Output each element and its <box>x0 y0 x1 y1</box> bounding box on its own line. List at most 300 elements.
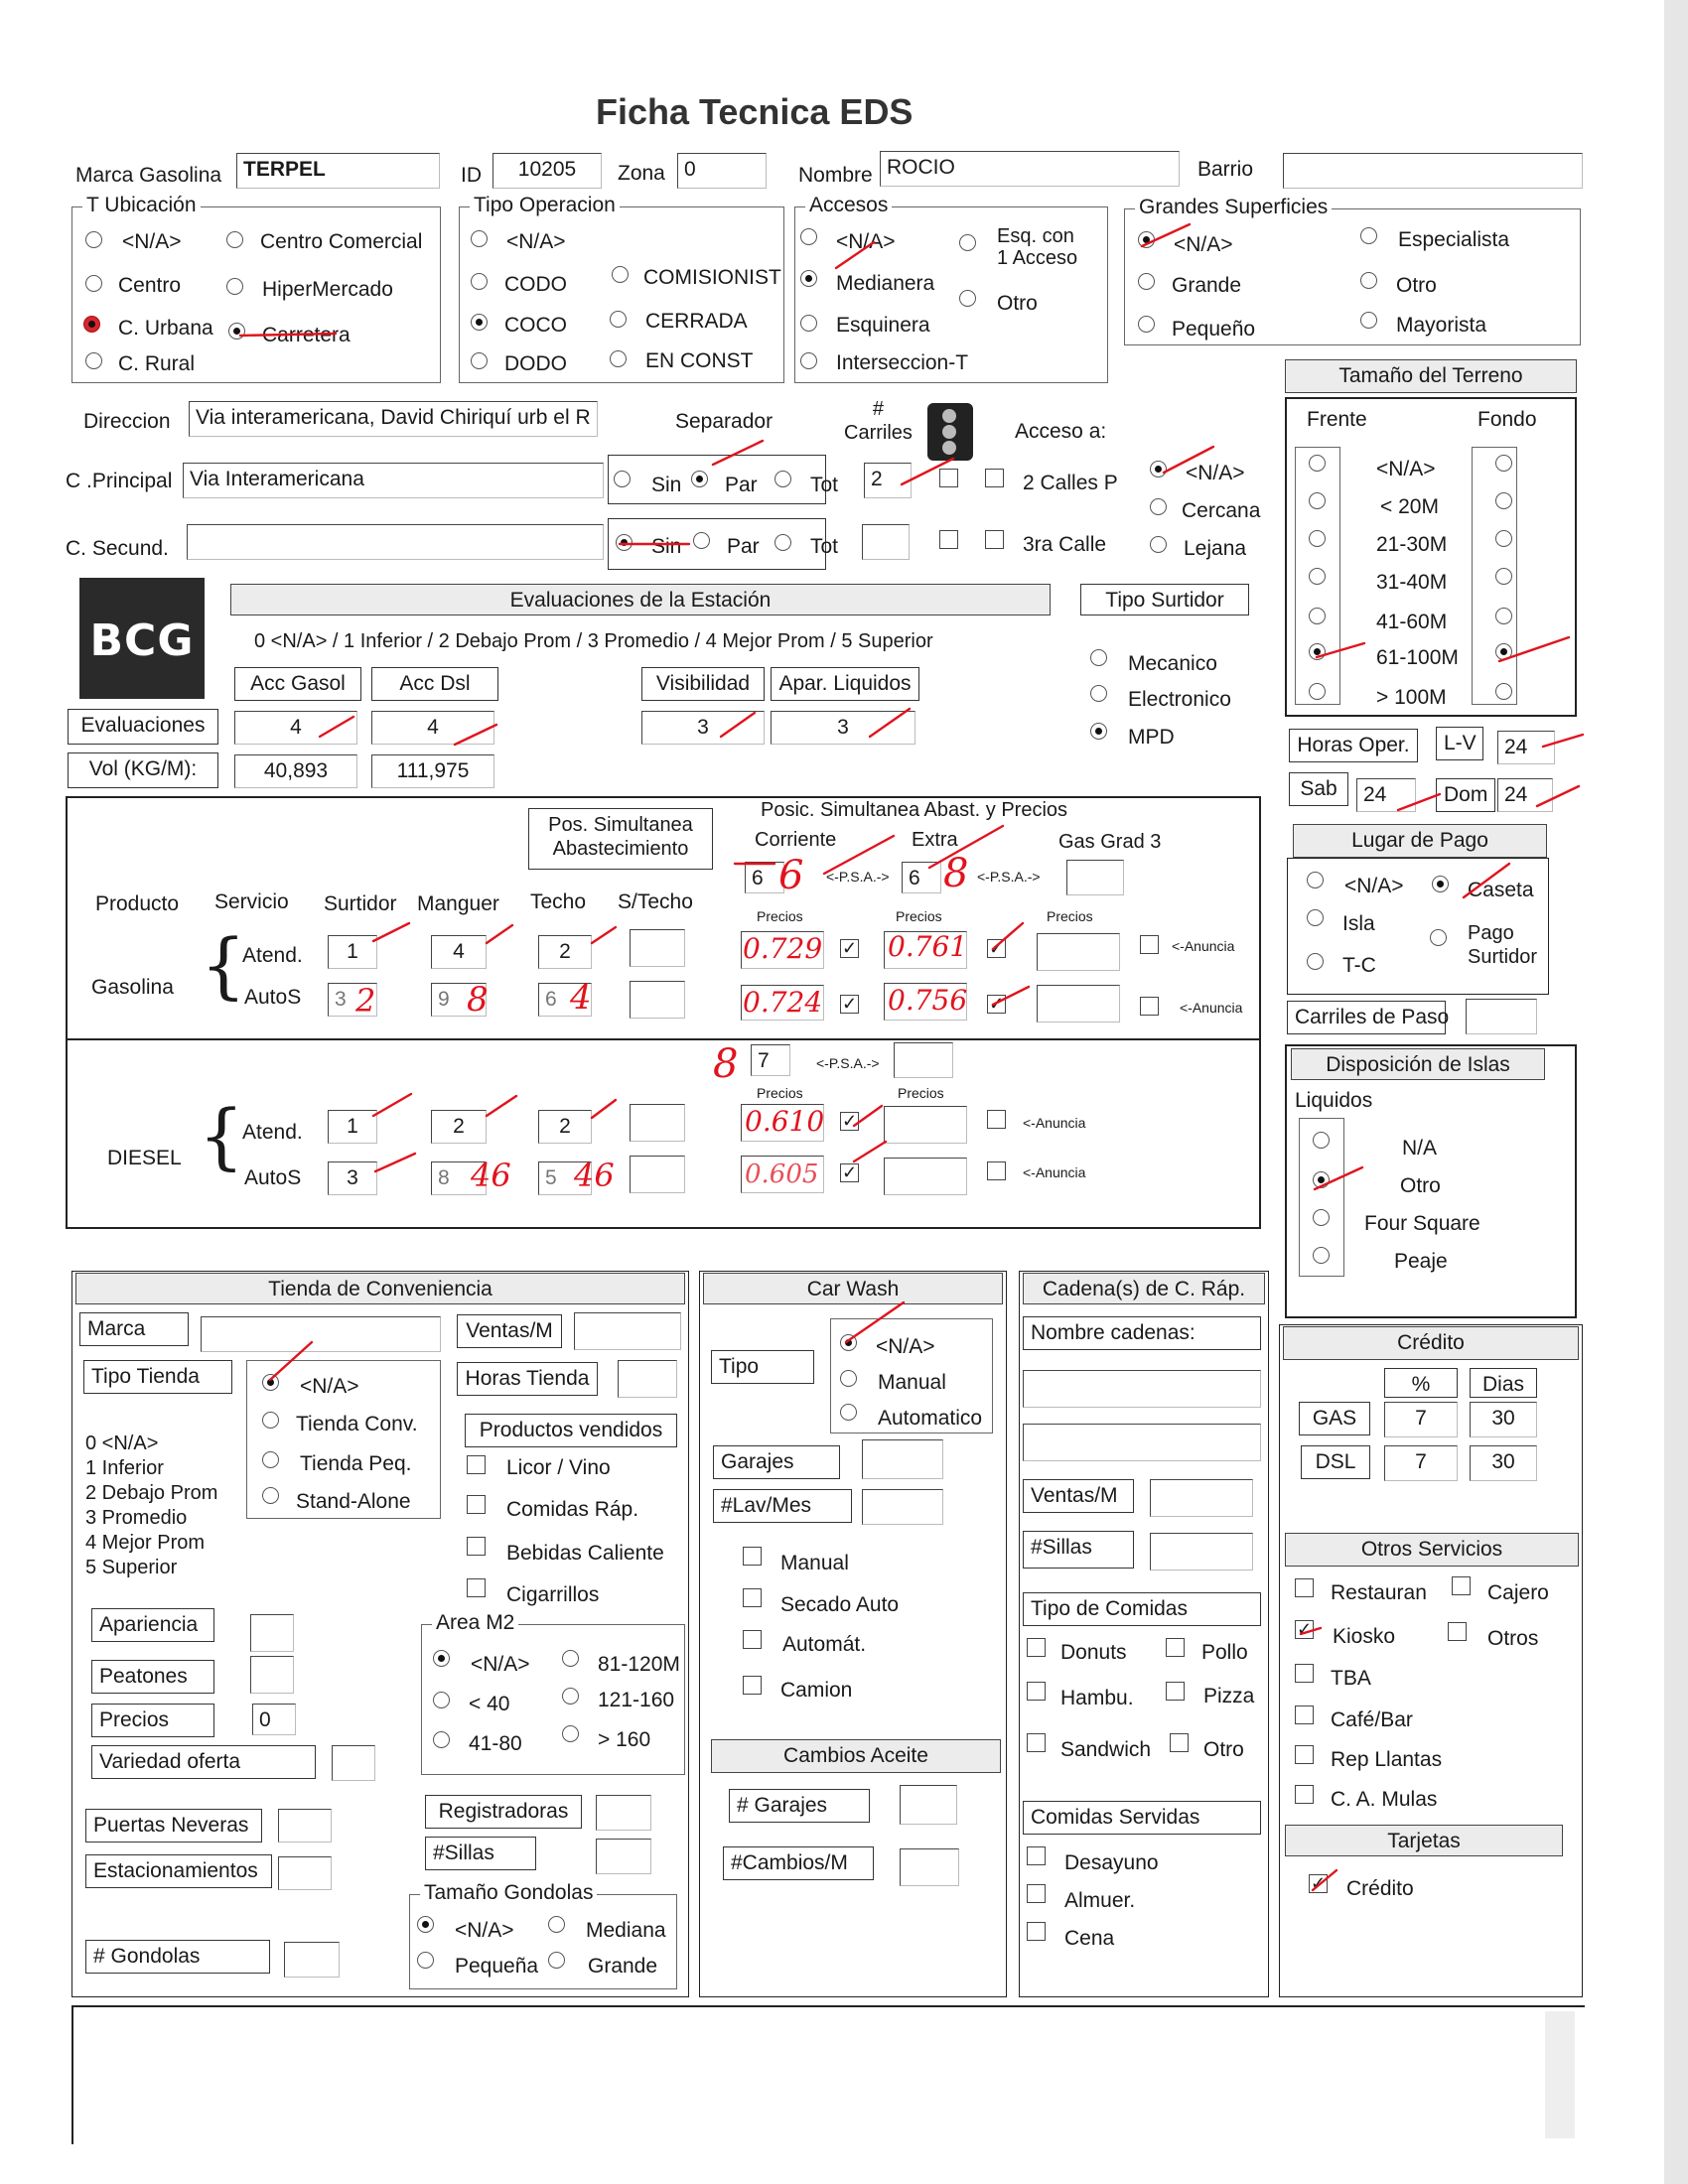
tipo-stand-radio[interactable] <box>262 1487 279 1504</box>
accesos-na-label: <N/A> <box>836 230 896 253</box>
principal-sin-radio[interactable] <box>614 471 631 487</box>
n-gondolas-field[interactable] <box>284 1942 340 1978</box>
cw-secado-check[interactable] <box>743 1588 762 1607</box>
precios-button[interactable]: Precios <box>91 1704 214 1737</box>
cw-camion-check[interactable] <box>743 1676 762 1695</box>
fondo-radio-1[interactable] <box>1495 492 1512 509</box>
lv-button[interactable]: L-V <box>1436 727 1483 760</box>
cadenas-nombre-field-2[interactable] <box>1023 1424 1261 1461</box>
carwash-lav-button[interactable]: #Lav/Mes <box>713 1489 852 1523</box>
surtidor-mecanico-radio[interactable] <box>1090 649 1107 666</box>
comida-sandwich-check[interactable] <box>1027 1733 1046 1752</box>
eval-vis-field[interactable]: 3 <box>641 711 765 745</box>
calle-3-check[interactable] <box>985 530 1004 549</box>
comida-otro-label: Otro <box>1203 1738 1244 1761</box>
ubicacion-centro-label: Centro <box>118 274 182 297</box>
fondo-label: Fondo <box>1477 408 1537 431</box>
acceso-cercana-radio[interactable] <box>1150 498 1167 515</box>
area-41-radio[interactable] <box>433 1731 450 1748</box>
comida-pizza-check[interactable] <box>1166 1682 1185 1701</box>
islas-otro-label: Otro <box>1400 1174 1441 1197</box>
anuncia-label-1: <-Anuncia <box>1172 938 1235 954</box>
area-title: Area M2 <box>432 1612 518 1633</box>
secund-sin-radio[interactable] <box>616 534 633 551</box>
area-na-radio[interactable] <box>433 1650 450 1667</box>
tipo-na-radio[interactable] <box>262 1374 279 1391</box>
vol-gasol-field[interactable]: 40,893 <box>234 754 357 788</box>
sab-button[interactable]: Sab <box>1289 772 1348 806</box>
extra-psa-field[interactable]: 6 <box>902 862 941 893</box>
price-extra-atend-check[interactable]: ✓ <box>988 938 1005 958</box>
operacion-codo-radio[interactable] <box>471 273 488 290</box>
hw-price-dsl-atend: 0.610 <box>745 1105 825 1138</box>
dom-button[interactable]: Dom <box>1436 778 1495 812</box>
terreno-size-label-6: > 100M <box>1376 686 1447 709</box>
fondo-radio-0[interactable] <box>1495 455 1512 472</box>
price-grad-autos-check[interactable] <box>1140 997 1159 1016</box>
fondo-radio-4[interactable] <box>1495 608 1512 624</box>
anuncia-label-3: <-Anuncia <box>1023 1115 1086 1131</box>
tienda-ventas-field[interactable] <box>574 1312 681 1350</box>
pago-isla-radio[interactable] <box>1307 909 1324 926</box>
serv-desayuno-check[interactable] <box>1027 1846 1046 1865</box>
dsl-psa-field[interactable]: 7 <box>751 1044 790 1076</box>
direccion-field[interactable]: Via interamericana, David Chiriquí urb el R <box>189 401 598 437</box>
pago-surtidor-radio[interactable] <box>1430 929 1447 946</box>
accesos-otro-radio[interactable] <box>959 290 976 307</box>
superficies-otro-radio[interactable] <box>1360 272 1377 289</box>
tienda-sillas-button[interactable]: #Sillas <box>425 1837 536 1870</box>
secund-check-1[interactable] <box>939 530 958 549</box>
gondolas-na-radio[interactable] <box>417 1916 434 1933</box>
productos-button[interactable]: Productos vendidos <box>465 1414 677 1447</box>
dsl-autos-manguer[interactable]: 8 <box>431 1161 487 1195</box>
acceso-na-radio[interactable] <box>1150 461 1167 478</box>
islas-four-label: Four Square <box>1364 1212 1480 1235</box>
cadenas-ventas-button[interactable]: Ventas/M <box>1023 1479 1134 1513</box>
frente-radio-5[interactable] <box>1309 643 1326 660</box>
principal-par-label: Par <box>725 474 758 496</box>
islas-na-label: N/A <box>1402 1137 1438 1160</box>
notes-scrollbar[interactable] <box>1545 2011 1575 2138</box>
serv-tba-check[interactable] <box>1295 1664 1314 1683</box>
gas-atend-stecho[interactable] <box>630 929 685 967</box>
accesos-medianera-radio[interactable] <box>800 270 817 287</box>
calle-3-label: 3ra Calle <box>1023 533 1107 556</box>
comida-donuts-check[interactable] <box>1027 1638 1046 1657</box>
ubicacion-carretera-label: Carretera <box>262 324 351 346</box>
operacion-dodo-radio[interactable] <box>471 352 488 369</box>
carwash-header: Car Wash <box>703 1273 1003 1304</box>
serv-restauran-check[interactable] <box>1295 1578 1314 1597</box>
serv-otros-label: Otros <box>1487 1627 1539 1650</box>
serv-llantas-check[interactable] <box>1295 1745 1314 1764</box>
carriles-paso-field[interactable] <box>1466 999 1537 1034</box>
lv-field[interactable]: 24 <box>1497 731 1555 764</box>
prod-licor-check[interactable] <box>467 1455 486 1474</box>
serv-cajero-label: Cajero <box>1487 1581 1549 1604</box>
n-gondolas-button[interactable]: # Gondolas <box>85 1940 270 1974</box>
estacionamientos-field[interactable] <box>278 1856 332 1890</box>
tienda-marca-button[interactable]: Marca <box>79 1312 189 1346</box>
comida-otro-check[interactable] <box>1170 1733 1189 1752</box>
comidas-servidas-button[interactable]: Comidas Servidas <box>1023 1801 1261 1835</box>
operacion-comision-radio[interactable] <box>612 266 629 283</box>
carwash-tipo-button[interactable]: Tipo <box>711 1350 814 1384</box>
horas-tienda-field[interactable] <box>618 1360 677 1398</box>
serv-mulas-label: C. A. Mulas <box>1331 1788 1438 1811</box>
credito-dsl-pct[interactable]: 7 <box>1384 1445 1458 1481</box>
credito-dias-header: Dias <box>1470 1368 1537 1398</box>
carwash-garajes-field[interactable] <box>862 1439 943 1479</box>
hw-extra-psa: 8 <box>943 851 969 896</box>
hw-gas-autos-surtidor: 2 <box>355 982 376 1020</box>
serv-almuer-check[interactable] <box>1027 1884 1046 1903</box>
acceso-na-label: <N/A> <box>1186 462 1245 484</box>
acceso-lejana-radio[interactable] <box>1150 536 1167 553</box>
extra-label: Extra <box>912 829 958 851</box>
aceite-header: Cambios Aceite <box>711 1739 1001 1773</box>
fondo-radio-6[interactable] <box>1495 683 1512 700</box>
cadenas-sillas-field[interactable] <box>1150 1533 1253 1570</box>
registradoras-field[interactable] <box>596 1795 651 1831</box>
frente-radio-3[interactable] <box>1309 568 1326 585</box>
gas-atend-surtidor[interactable]: 1 <box>328 935 377 969</box>
eval-gasol-field[interactable]: 4 <box>234 711 357 745</box>
fondo-radio-2[interactable] <box>1495 530 1512 547</box>
notes-area[interactable] <box>71 2005 1585 2144</box>
serv-tba-label: TBA <box>1331 1667 1371 1690</box>
vol-dsl-field[interactable]: 111,975 <box>371 754 494 788</box>
aceite-garajes-button[interactable]: # Garajes <box>729 1789 870 1823</box>
stecho-col-label: S/Techo <box>618 890 693 913</box>
principal-check-1[interactable] <box>939 469 958 487</box>
aceite-garajes-field[interactable] <box>900 1785 957 1825</box>
serv-cafe-check[interactable] <box>1295 1706 1314 1724</box>
serv-llantas-label: Rep Llantas <box>1331 1748 1443 1771</box>
corr-psa-label: <-P.S.A.-> <box>826 869 890 885</box>
credito-gas-button[interactable]: GAS <box>1299 1402 1370 1435</box>
area-na-label: <N/A> <box>471 1653 530 1676</box>
tipo-stand-label: Stand-Alone <box>296 1490 411 1513</box>
posic-title: Posic. Simultanea Abast. y Precios <box>761 799 1068 821</box>
superficies-na-radio[interactable] <box>1138 231 1155 248</box>
pago-tc-radio[interactable] <box>1307 953 1324 970</box>
tarjeta-credito-check[interactable]: ✓ <box>1310 1873 1327 1893</box>
cadenas-ventas-field[interactable] <box>1150 1479 1253 1517</box>
area-121-radio[interactable] <box>562 1688 579 1705</box>
principal-carriles-field[interactable]: 2 <box>864 463 912 498</box>
surtidor-electronico-radio[interactable] <box>1090 685 1107 702</box>
secund-par-radio[interactable] <box>693 532 710 549</box>
serv-almuer-label: Almuer. <box>1064 1889 1136 1912</box>
gondolas-mediana-radio[interactable] <box>548 1916 565 1933</box>
dsl-atend-techo[interactable]: 2 <box>538 1110 592 1144</box>
operacion-dodo-label: DODO <box>504 352 567 375</box>
gondolas-mediana-label: Mediana <box>586 1919 666 1942</box>
nombre-field[interactable]: ROCIO <box>880 151 1180 187</box>
variedad-field[interactable] <box>332 1745 375 1781</box>
gas-atend-label: Atend. <box>242 944 303 967</box>
ubicacion-rural-radio[interactable] <box>85 352 102 369</box>
price-corr-atend-check[interactable]: ✓ <box>841 938 858 958</box>
frente-radio-4[interactable] <box>1309 608 1326 624</box>
secund-sin-label: Sin <box>651 535 682 558</box>
superficies-especialista-radio[interactable] <box>1360 227 1377 244</box>
prod-bebidas-label: Bebidas Caliente <box>506 1542 664 1565</box>
hw-gas-autos-manguer: 8 <box>467 980 489 1020</box>
traffic-light-icon <box>927 403 973 461</box>
dsl-autos-techo[interactable]: 5 <box>538 1161 592 1195</box>
area-160-radio[interactable] <box>562 1725 579 1742</box>
fondo-radio-3[interactable] <box>1495 568 1512 585</box>
ubicacion-cc-radio[interactable] <box>226 231 243 248</box>
tipo-surtidor-button[interactable]: Tipo Surtidor <box>1080 584 1249 615</box>
peatones-button[interactable]: Peatones <box>91 1660 214 1694</box>
carwash-lav-field[interactable] <box>862 1489 943 1525</box>
price-dsl-autos-2[interactable] <box>884 1158 967 1195</box>
carwash-manual-radio[interactable] <box>840 1370 857 1387</box>
calles-p-check[interactable] <box>985 469 1004 487</box>
comida-hambu-check[interactable] <box>1027 1682 1046 1701</box>
puertas-field[interactable] <box>278 1809 332 1843</box>
ubicacion-rural-label: C. Rural <box>118 352 196 375</box>
id-field[interactable]: 10205 <box>492 153 602 189</box>
comida-pollo-check[interactable] <box>1166 1638 1185 1657</box>
ubicacion-carretera-radio[interactable] <box>228 323 245 340</box>
carwash-auto-radio[interactable] <box>840 1404 857 1421</box>
prod-licor-label: Licor / Vino <box>506 1456 611 1479</box>
principal-tot-radio[interactable] <box>774 471 791 487</box>
eval-apar-field[interactable]: 3 <box>771 711 915 745</box>
serv-kiosko-check[interactable]: ✓ <box>1296 1619 1313 1639</box>
pago-caseta-radio[interactable] <box>1432 876 1449 892</box>
precios-field[interactable]: 0 <box>252 1704 296 1735</box>
registradoras-button[interactable]: Registradoras <box>425 1795 582 1829</box>
ubicacion-urbana-radio[interactable] <box>83 316 100 333</box>
principal-field[interactable]: Via Interamericana <box>183 463 604 498</box>
operacion-na-radio[interactable] <box>471 230 488 247</box>
accesos-title: Accesos <box>805 195 892 215</box>
dsl-atend-surtidor[interactable]: 1 <box>328 1110 377 1144</box>
serv-otros-check[interactable] <box>1448 1622 1467 1641</box>
credito-dsl-button[interactable]: DSL <box>1301 1445 1370 1479</box>
barrio-field[interactable] <box>1283 153 1583 189</box>
price-corr-autos-check[interactable]: ✓ <box>841 994 858 1014</box>
visibilidad-button[interactable]: Visibilidad <box>641 667 765 701</box>
tienda-ventas-button[interactable]: Ventas/M <box>457 1314 562 1348</box>
puertas-button[interactable]: Puertas Neveras <box>85 1809 262 1843</box>
prod-comidas-check[interactable] <box>467 1495 486 1514</box>
price-dsl-atend-2-check[interactable] <box>987 1110 1006 1129</box>
area-40-radio[interactable] <box>433 1692 450 1708</box>
peatones-field[interactable] <box>250 1656 294 1694</box>
gondolas-pequena-radio[interactable] <box>417 1952 434 1969</box>
accesos-intersec-radio[interactable] <box>800 352 817 369</box>
dsl-atend-stecho[interactable] <box>630 1104 685 1142</box>
accesos-esq1-label: Esq. con 1 Acceso <box>997 225 1078 269</box>
serv-cajero-check[interactable] <box>1452 1576 1471 1595</box>
accesos-esq1-radio[interactable] <box>959 234 976 251</box>
accesos-otro-label: Otro <box>997 292 1038 315</box>
superficies-mayorista-label: Mayorista <box>1396 314 1487 337</box>
terreno-size-label-3: 31-40M <box>1376 571 1448 594</box>
price-grad-atend-check[interactable] <box>1140 935 1159 954</box>
islas-peaje-radio[interactable] <box>1313 1247 1330 1264</box>
accesos-na-radio[interactable] <box>800 228 817 245</box>
acceso-lejana-label: Lejana <box>1184 537 1247 560</box>
ubicacion-centro-radio[interactable] <box>85 275 102 292</box>
sab-field[interactable]: 24 <box>1356 778 1416 812</box>
price-dsl-autos-2-check[interactable] <box>987 1161 1006 1180</box>
superficies-mayorista-radio[interactable] <box>1360 312 1377 329</box>
dsl-autos-stecho[interactable] <box>630 1156 685 1193</box>
corriente-label: Corriente <box>755 829 837 851</box>
tipo-conv-label: Tienda Conv. <box>296 1413 418 1435</box>
tienda-sillas-field[interactable] <box>596 1839 651 1874</box>
cw-manual-check[interactable] <box>743 1547 762 1566</box>
area-160-label: > 160 <box>598 1728 651 1751</box>
tipo-na-label: <N/A> <box>300 1375 359 1398</box>
gas-atend-manguer[interactable]: 4 <box>431 935 487 969</box>
superficies-grande-radio[interactable] <box>1138 273 1155 290</box>
pago-na-radio[interactable] <box>1307 872 1324 888</box>
aceite-cambios-field[interactable] <box>900 1848 959 1886</box>
gondolas-grande-radio[interactable] <box>548 1952 565 1969</box>
surtidor-mpd-radio[interactable] <box>1090 723 1107 740</box>
operacion-coco-radio[interactable] <box>471 314 488 331</box>
dom-field[interactable]: 24 <box>1497 778 1553 812</box>
comida-pizza-label: Pizza <box>1203 1685 1255 1707</box>
apar-liquidos-button[interactable]: Apar. Liquidos <box>771 667 919 701</box>
principal-par-radio[interactable] <box>691 471 708 487</box>
ubicacion-hiper-radio[interactable] <box>226 278 243 295</box>
estacionamientos-button[interactable]: Estacionamientos <box>85 1854 272 1888</box>
price-extra-autos-check[interactable]: ✓ <box>988 994 1005 1014</box>
evaluaciones-button[interactable]: Evaluaciones <box>68 709 218 745</box>
tipo-conv-radio[interactable] <box>262 1412 279 1429</box>
corr-psa-field[interactable]: 6 <box>745 862 784 893</box>
price-grad-autos[interactable] <box>1037 985 1120 1023</box>
eval-dsl-field[interactable]: 4 <box>371 711 494 745</box>
credito-gas-pct[interactable]: 7 <box>1384 1402 1458 1437</box>
gas-grad-psa-field[interactable] <box>1066 860 1124 895</box>
surtidor-electronico-label: Electronico <box>1128 688 1231 711</box>
accesos-esquinera-radio[interactable] <box>800 315 817 332</box>
servicio-label: Servicio <box>214 890 289 913</box>
carwash-na-label: <N/A> <box>876 1335 935 1358</box>
serv-mulas-check[interactable] <box>1295 1785 1314 1804</box>
cadenas-sillas-button[interactable]: #Sillas <box>1023 1531 1134 1569</box>
dsl-autos-surtidor[interactable]: 3 <box>328 1161 377 1195</box>
frente-radio-2[interactable] <box>1309 530 1326 547</box>
superficies-pequeno-radio[interactable] <box>1138 316 1155 333</box>
price-dsl-autos-check[interactable]: ✓ <box>841 1162 858 1182</box>
precios-label-1: Precios <box>757 908 803 924</box>
price-dsl-atend-2[interactable] <box>884 1106 967 1144</box>
frente-radio-6[interactable] <box>1309 683 1326 700</box>
scale-1: 1 Inferior <box>85 1457 164 1479</box>
carriles-paso-button[interactable]: Carriles de Paso <box>1287 1001 1446 1034</box>
carwash-garajes-button[interactable]: Garajes <box>713 1445 840 1479</box>
gas-grad-label: Gas Grad 3 <box>1058 831 1162 853</box>
ubicacion-na-radio[interactable] <box>85 231 102 248</box>
gas-autos-manguer[interactable]: 9 <box>431 983 487 1017</box>
apariencia-field[interactable] <box>250 1614 294 1652</box>
gondolas-grande-label: Grande <box>588 1955 658 1978</box>
pago-header: Lugar de Pago <box>1293 824 1547 858</box>
frente-radio-1[interactable] <box>1309 492 1326 509</box>
area-81-radio[interactable] <box>562 1650 579 1667</box>
tipo-tienda-button[interactable]: Tipo Tienda <box>83 1360 232 1394</box>
horas-button[interactable]: Horas Oper. <box>1289 729 1418 762</box>
operacion-cerrada-radio[interactable] <box>610 311 627 328</box>
credito-dsl-dias[interactable]: 30 <box>1470 1445 1537 1481</box>
superficies-especialista-label: Especialista <box>1398 228 1510 251</box>
gas-autos-stecho[interactable] <box>630 981 685 1019</box>
fondo-radio-5[interactable] <box>1495 643 1512 660</box>
variedad-button[interactable]: Variedad oferta <box>91 1745 316 1779</box>
horas-tienda-button[interactable]: Horas Tienda <box>457 1362 598 1396</box>
acc-dsl-button[interactable]: Acc Dsl <box>371 667 498 701</box>
aceite-cambios-button[interactable]: #Cambios/M <box>723 1846 874 1880</box>
superficies-pequeno-label: Pequeño <box>1172 318 1256 341</box>
dsl-atend-manguer[interactable]: 2 <box>431 1110 487 1144</box>
acc-gasol-button[interactable]: Acc Gasol <box>234 667 361 701</box>
zona-label: Zona <box>618 162 665 185</box>
secund-tot-radio[interactable] <box>774 534 791 551</box>
tienda-marca-field[interactable] <box>201 1316 441 1352</box>
secund-carriles-field[interactable] <box>862 524 910 560</box>
cadenas-nombre-button[interactable]: Nombre cadenas: <box>1023 1316 1261 1350</box>
islas-peaje-label: Peaje <box>1394 1250 1448 1273</box>
carwash-na-radio[interactable] <box>840 1334 857 1351</box>
gas-autos-surtidor[interactable]: 3 <box>328 983 377 1017</box>
islas-four-radio[interactable] <box>1313 1209 1330 1226</box>
prod-bebidas-check[interactable] <box>467 1537 486 1556</box>
tarjeta-credito-label: Crédito <box>1346 1877 1414 1900</box>
prod-cigarrillos-check[interactable] <box>467 1578 486 1597</box>
marca-field[interactable]: TERPEL <box>236 153 440 189</box>
operacion-title: Tipo Operacion <box>470 195 620 215</box>
serv-cena-check[interactable] <box>1027 1922 1046 1941</box>
cadenas-nombre-field-1[interactable] <box>1023 1370 1261 1408</box>
tipo-comidas-button[interactable]: Tipo de Comidas <box>1023 1592 1261 1626</box>
tipo-peq-radio[interactable] <box>262 1451 279 1468</box>
precios-label-3: Precios <box>1047 908 1093 924</box>
islas-na-radio[interactable] <box>1313 1132 1330 1149</box>
dsl-psa-2-field[interactable] <box>894 1042 953 1078</box>
vol-button[interactable]: Vol (KG/M): <box>68 752 218 788</box>
hw-dsl-autos-manguer: 46 <box>471 1157 511 1194</box>
gas-autos-techo[interactable]: 6 <box>538 983 592 1017</box>
credito-gas-dias[interactable]: 30 <box>1470 1402 1537 1437</box>
zona-field[interactable]: 0 <box>677 153 767 189</box>
gas-atend-techo[interactable]: 2 <box>538 935 592 969</box>
pos-sim-button[interactable]: Pos. Simultanea Abastecimiento <box>528 808 713 870</box>
anuncia-label-4: <-Anuncia <box>1023 1164 1086 1180</box>
operacion-const-radio[interactable] <box>610 350 627 367</box>
frente-radio-0[interactable] <box>1309 455 1326 472</box>
islas-otro-radio[interactable] <box>1313 1171 1330 1188</box>
price-dsl-atend-check[interactable]: ✓ <box>841 1111 858 1131</box>
apariencia-button[interactable]: Apariencia <box>91 1608 214 1642</box>
cw-automat-check[interactable] <box>743 1630 762 1649</box>
barrio-label: Barrio <box>1197 158 1254 181</box>
operacion-codo-label: CODO <box>504 273 567 296</box>
price-grad-atend[interactable] <box>1037 933 1120 971</box>
secund-field[interactable] <box>187 524 604 560</box>
